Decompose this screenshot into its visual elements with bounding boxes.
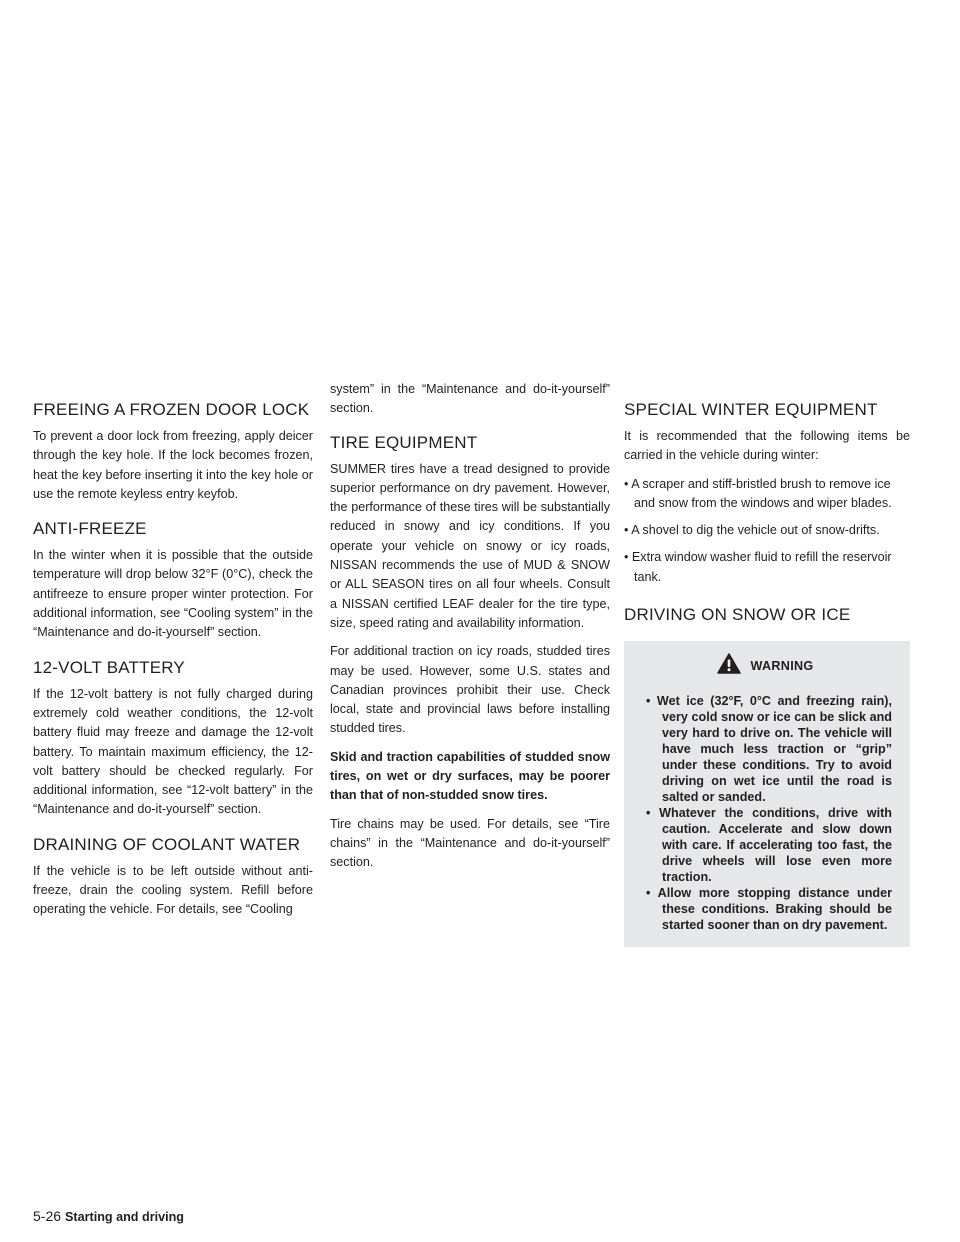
column-right [624,400,910,962]
page-footer [33,1208,184,1224]
heading-frozen-lock: FREEING A FROZEN DOOR LOCK [33,400,310,419]
heading-tire-equipment: TIRE EQUIPMENT [330,432,478,452]
column-middle [330,380,610,888]
section-driving-snow-ice [624,605,910,947]
warning-list [638,693,892,933]
heading-driving-snow-ice: DRIVING ON SNOW OR ICE [624,605,851,625]
text-coolant: If the vehicle is to be left outside without anti-freeze, drain the cooling system. Refill before operating the vehicle. For details, see “Cooling [33,863,313,917]
section-special-equipment [624,400,910,587]
text-antifreeze: In the winter when it is possible that the outside temperature will drop below 32°F (0°C), check the antifreeze to ensure proper winter protection. For additional information, see “Cooling system” in the “Maintenance and do-it-yourself” section. [33,548,313,640]
text-battery: If the 12-volt battery is not fully charged during extremely cold weather conditions, the 12-volt battery fluid may freeze and damage the 12-volt battery. To maintain maximum efficiency, the 12-volt battery should be checked regularly. For additional information, see “12-volt battery” in the “Maintenance and do-it-yourself” section. [33,686,313,817]
list-item: • A scraper and stiff-bristled brush to remove ice and snow from the windows and wiper blades. [624,476,892,510]
text-special-intro: It is recommended that the following items be carried in the vehicle during winter: [624,429,910,463]
warning-item: • Wet ice (32°F, 0°C and freezing rain), very cold snow or ice can be slick and very hard to drive on. The vehicle will have much less traction or “grip” under these conditions. Try to avoid driving on wet ice until the road is salted or sanded. [646,694,892,805]
text-frozen-lock: To prevent a door lock from freezing, apply deicer through the key hole. If the lock becomes frozen, heat the key before inserting it into the key hole or use the remote keyless entry keyfob. [33,429,313,501]
section-frozen-lock [33,400,313,504]
special-equipment-list [624,475,910,587]
text-tire-p4: Tire chains may be used. For details, see “Tire chains” in the “Maintenance and do-it-yourself” section. [330,816,610,870]
heading-special-equipment: SPECIAL WINTER EQUIPMENT [624,400,878,419]
warning-triangle-icon [717,653,741,679]
warning-item: • Allow more stopping distance under these conditions. Braking should be started sooner than on dry pavement. [646,886,892,933]
warning-item: • Whatever the conditions, drive with caution. Accelerate and slow down with care. If accelerating too fast, the drive wheels will lose even more traction. [646,806,892,885]
warning-box [624,641,910,947]
heading-antifreeze: ANTI-FREEZE [33,519,147,539]
heading-battery: 12-VOLT BATTERY [33,657,185,677]
section-antifreeze [33,519,313,642]
section-battery [33,658,313,820]
section-coolant [33,835,313,920]
warning-title: WARNING [750,659,814,674]
text-tire-p2: For additional traction on icy roads, studded tires may be used. However, some U.S. states and Canadian provinces prohibit their use. Check local, state and provincial laws before installing studded tires. [330,644,610,736]
text-coolant-continued: system” in the “Maintenance and do-it-yourself” section. [330,382,610,416]
text-tire-p1: SUMMER tires have a tread designed to provide superior performance on dry pavement. However, the performance of these tires will be substantially reduced in snowy and icy conditions. If you operate your vehicle on snowy or icy roads, NISSAN recommends the use of MUD & SNOW or ALL SEASON tires on all four wheels. Consult a NISSAN certified LEAF dealer for the tire type, size, speed rating and availability information. [330,461,610,630]
list-item: • A shovel to dig the vehicle out of snow-drifts. [624,523,880,538]
section-tire-equipment [330,433,610,873]
column-left [33,400,313,935]
list-item: • Extra window washer fluid to refill the reservoir tank. [624,550,892,584]
warning-header [638,653,892,679]
page-number: 5-26 [33,1208,62,1224]
text-tire-p3: Skid and traction capabilities of studded snow tires, on wet or dry surfaces, may be poorer than that of non-studded snow tires. [330,749,610,803]
heading-coolant: DRAINING OF COOLANT WATER [33,834,301,854]
footer-section-title: Starting and driving [65,1210,184,1224]
